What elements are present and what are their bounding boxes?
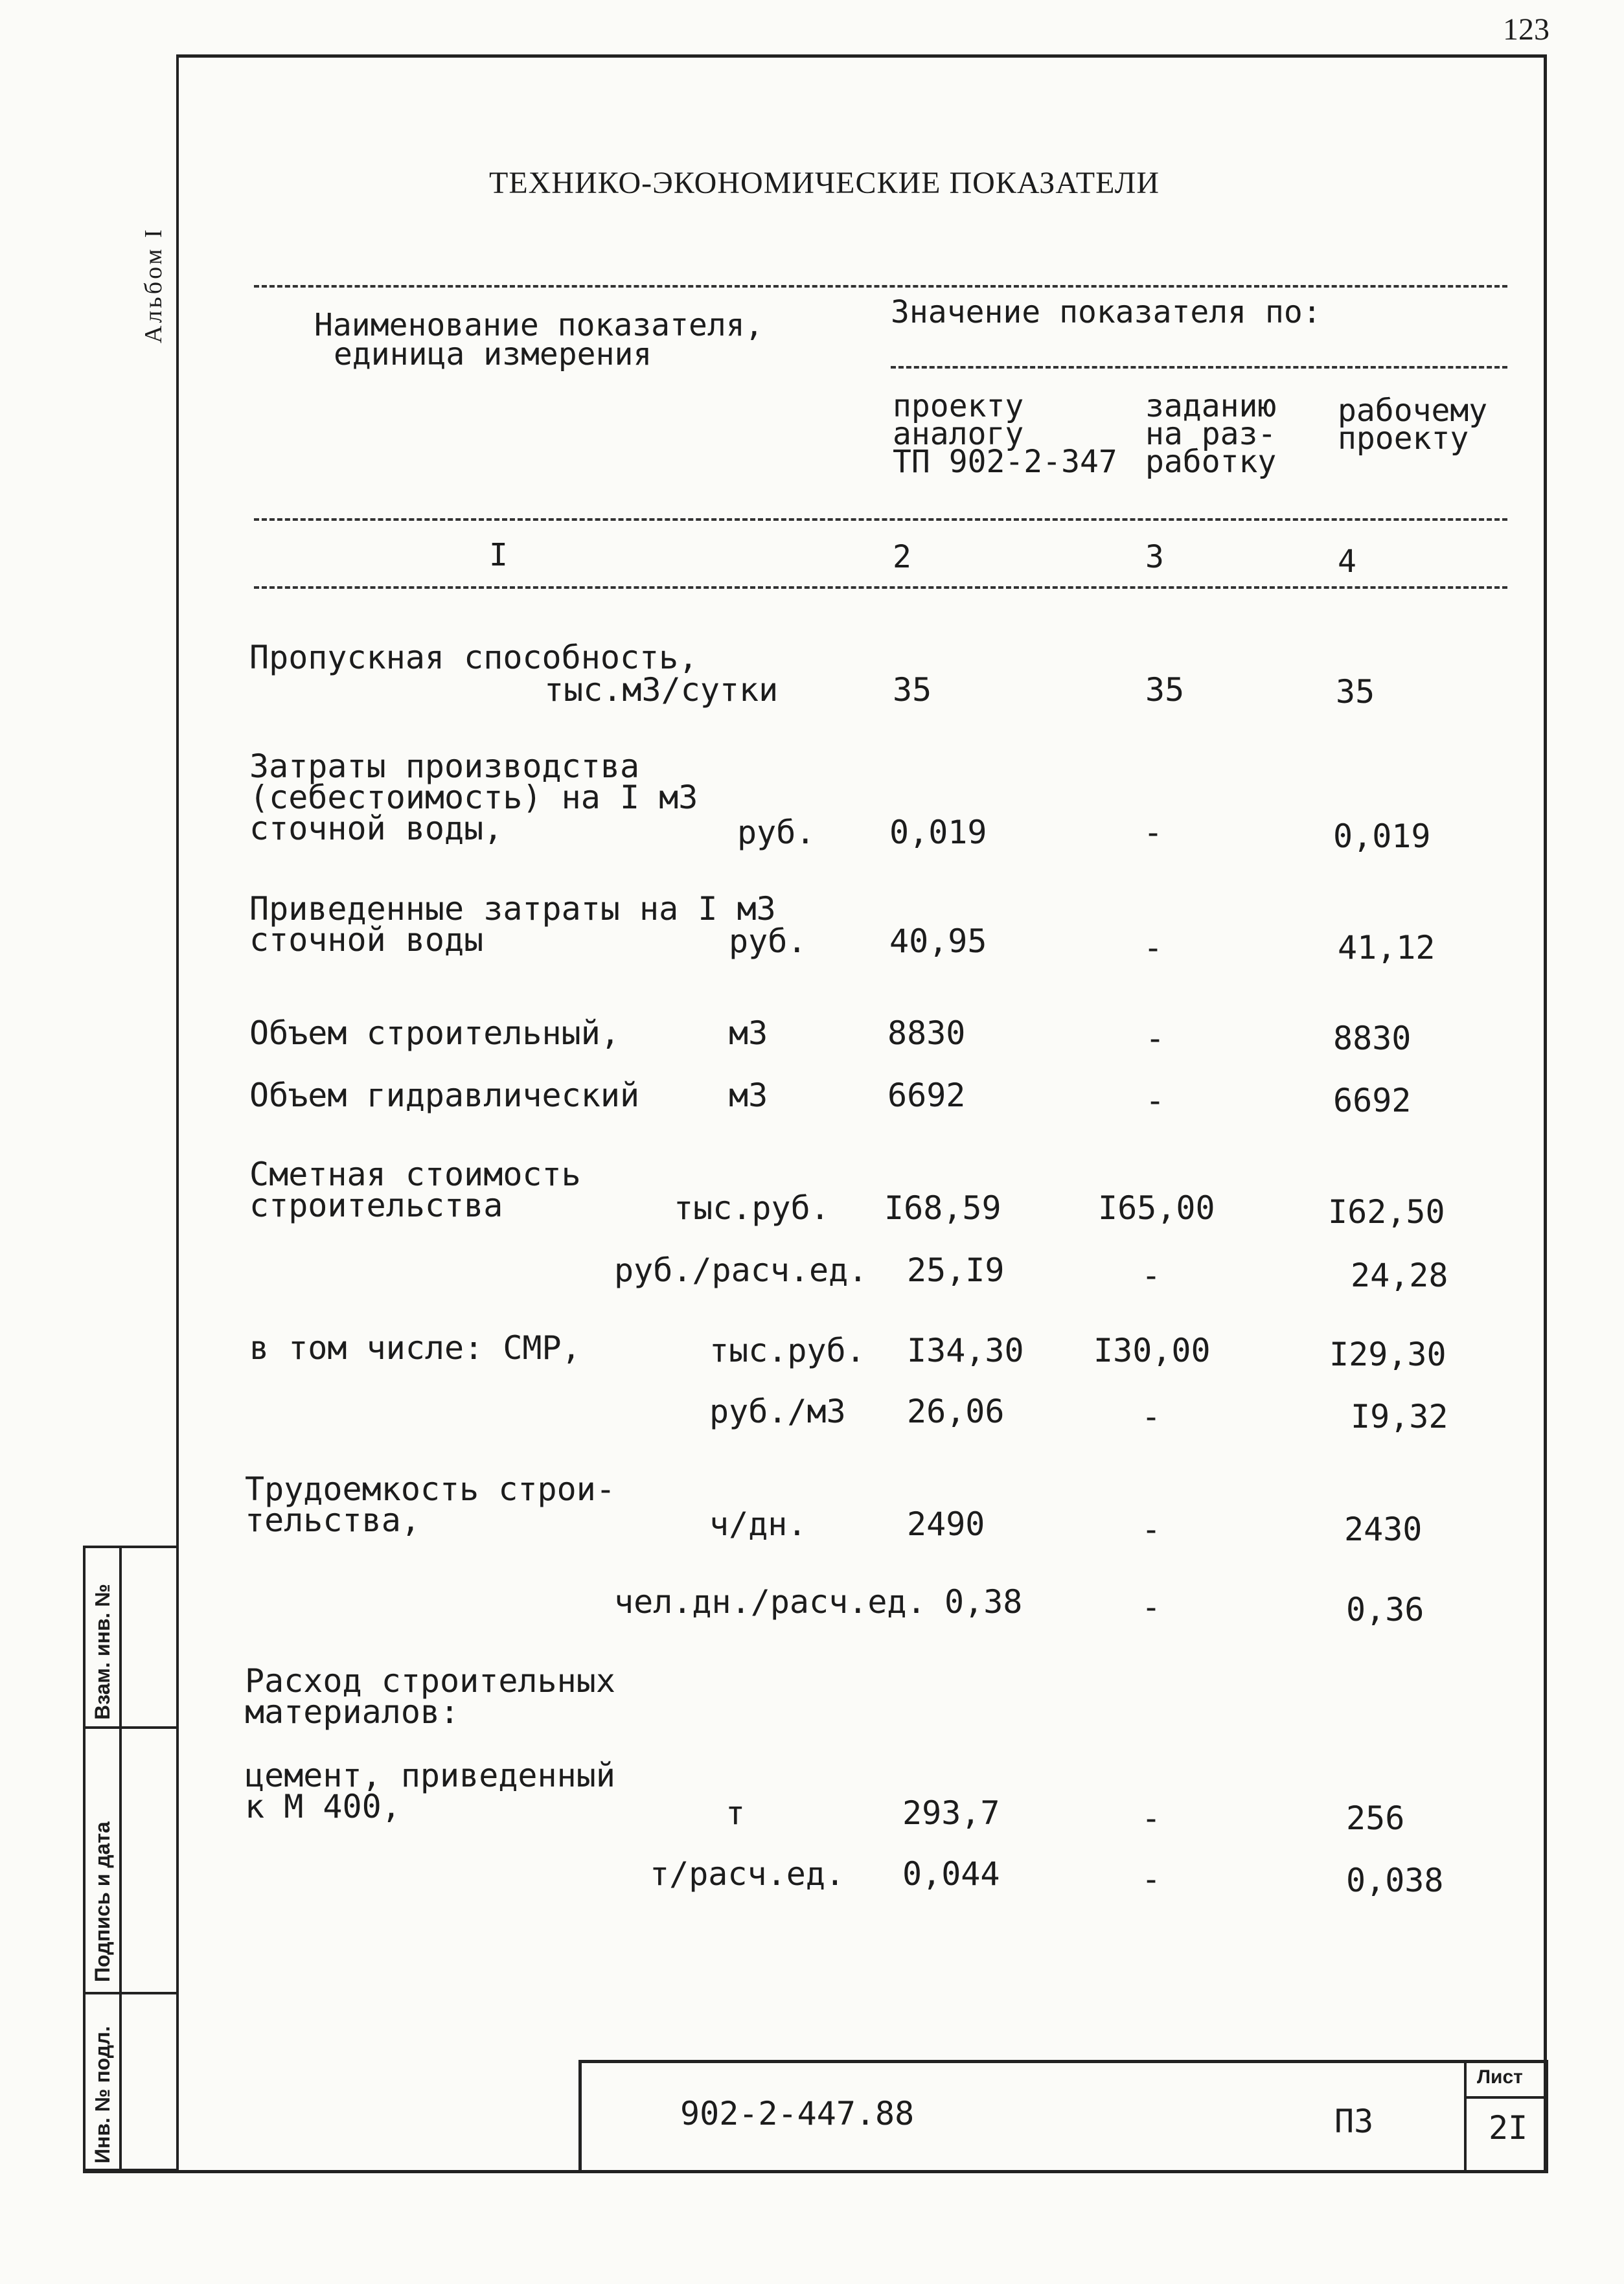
row-volume-hydraulic-v4: 6692: [1333, 1082, 1412, 1119]
row-reduced-costs-name-2: сточной воды: [249, 921, 484, 959]
header-value-group: Значение показателя по:: [891, 294, 1321, 330]
row-cement-per-unit-unit: т/расч.ед.: [650, 1855, 845, 1893]
row-estimate-v3: I65,00: [1098, 1189, 1215, 1227]
row-throughput-v4: 35: [1336, 673, 1375, 711]
row-cement-v2: 293,7: [902, 1794, 1000, 1832]
row-cost-v3: -: [1143, 814, 1163, 851]
header-col4-line-2: проекту: [1338, 420, 1469, 457]
header-top-rule: [254, 285, 1507, 288]
column-number-2: 2: [893, 539, 911, 575]
column-number-4: 4: [1338, 543, 1356, 580]
header-name-line-2: единица измерения: [334, 336, 652, 372]
row-cost-name-1: Затраты производства: [249, 748, 640, 785]
row-estimate-unit: тыс.руб.: [674, 1189, 830, 1227]
row-materials-name-2: материалов:: [245, 1693, 460, 1731]
sheet-number: 2I: [1489, 2109, 1528, 2147]
sheet-label: Лист: [1477, 2066, 1523, 2088]
row-labor-per-unit-v4: 0,36: [1346, 1591, 1424, 1628]
header-mid-rule: [254, 518, 1507, 521]
row-cement-v4: 256: [1346, 1799, 1405, 1837]
row-smr-v4: I29,30: [1329, 1336, 1447, 1373]
row-volume-hydraulic-v2: 6692: [887, 1077, 966, 1114]
row-materials-name-1: Расход строительных: [245, 1662, 615, 1700]
row-volume-building-unit: м3: [729, 1014, 768, 1052]
row-labor-per-unit-v3: -: [1141, 1588, 1161, 1626]
row-reduced-costs-v4: 41,12: [1338, 929, 1435, 966]
row-cement-per-unit-v4: 0,038: [1346, 1862, 1444, 1899]
row-throughput-v3: 35: [1145, 671, 1185, 709]
row-cost-v4: 0,019: [1333, 817, 1431, 855]
row-cost-name-3: сточной воды,: [249, 810, 503, 847]
row-estimate-v2: I68,59: [884, 1189, 1001, 1227]
row-reduced-costs-unit: руб.: [729, 922, 807, 960]
row-smr-per-m3-v3: -: [1141, 1398, 1161, 1435]
header-bottom-rule: [254, 586, 1507, 589]
row-labor-v4: 2430: [1344, 1511, 1423, 1548]
row-labor-v3: -: [1141, 1511, 1161, 1548]
row-smr-per-m3-v2: 26,06: [907, 1393, 1005, 1430]
row-cement-v3: -: [1141, 1799, 1161, 1837]
row-smr-per-m3-v4: I9,32: [1351, 1398, 1448, 1435]
row-estimate-name-2: строительства: [249, 1187, 503, 1224]
corner-page-number: 123: [1503, 12, 1550, 47]
side-label-inv-vzam: Взам. инв. №: [91, 1584, 114, 1720]
row-labor-v2: 2490: [907, 1505, 985, 1543]
row-cement-per-unit-v2: 0,044: [902, 1855, 1000, 1893]
row-estimate-per-unit-v3: -: [1141, 1257, 1161, 1294]
header-col3-line-3: работку: [1145, 444, 1277, 480]
sheet-box-divider: [1464, 2096, 1548, 2099]
row-volume-building-v4: 8830: [1333, 1020, 1412, 1057]
row-cost-unit: руб.: [737, 814, 816, 851]
document-section: ПЗ: [1334, 2103, 1374, 2140]
row-labor-unit: ч/дн.: [709, 1505, 807, 1543]
row-estimate-per-unit-v4: 24,28: [1351, 1257, 1448, 1294]
row-reduced-costs-name-1: Приведенные затраты на I м3: [249, 890, 776, 928]
header-col3-line-1: заданию: [1145, 388, 1277, 424]
header-col3-line-2: на раз-: [1145, 416, 1277, 452]
side-cell-divider: [83, 1726, 176, 1729]
row-labor-per-unit-v2: 0,38: [944, 1583, 1023, 1621]
row-cost-v2: 0,019: [889, 814, 987, 851]
row-throughput-name-1: Пропускная способность,: [249, 639, 698, 676]
row-estimate-per-unit-v2: 25,I9: [907, 1251, 1005, 1289]
row-cement-unit: т: [726, 1794, 746, 1832]
side-label-inv-podl: Инв. № подл.: [91, 2026, 114, 2164]
row-smr-per-m3-unit: руб./м3: [709, 1393, 846, 1430]
column-number-3: 3: [1145, 539, 1164, 575]
row-estimate-v4: I62,50: [1328, 1193, 1445, 1231]
header-col2-line-3: ТП 902-2-347: [893, 444, 1117, 480]
row-labor-name-1: Трудоемкость строи-: [245, 1470, 615, 1508]
row-estimate-name-1: Сметная стоимость: [249, 1156, 581, 1193]
row-reduced-costs-v3: -: [1143, 929, 1163, 966]
album-label: Альбом I: [140, 227, 167, 343]
page-title: ТЕХНИКО-ЭКОНОМИЧЕСКИЕ ПОКАЗАТЕЛИ: [489, 166, 1160, 200]
row-estimate-per-unit-unit: руб./расч.ед.: [614, 1251, 868, 1289]
row-volume-building-v3: -: [1145, 1020, 1165, 1057]
header-col4-line-1: рабочему: [1338, 393, 1488, 429]
header-col2-line-1: проекту: [893, 388, 1024, 424]
row-volume-hydraulic-v3: -: [1145, 1082, 1165, 1119]
side-cell-divider: [83, 1992, 176, 1994]
row-smr-v3: I30,00: [1093, 1332, 1211, 1369]
row-smr-name: в том числе: СМР,: [249, 1329, 581, 1367]
column-number-1: I: [489, 537, 508, 573]
row-reduced-costs-v2: 40,95: [889, 922, 987, 960]
header-col2-line-2: аналогу: [893, 416, 1024, 452]
row-cost-name-2: (себестоимость) на I м3: [249, 779, 698, 816]
row-cement-name-1: цемент, приведенный: [245, 1757, 615, 1794]
row-cement-per-unit-v3: -: [1141, 1860, 1161, 1898]
row-volume-hydraulic-name: Объем гидравлический: [249, 1077, 640, 1114]
document-code: 902-2-447.88: [680, 2095, 915, 2132]
side-label-podpis: Подпись и дата: [91, 1821, 114, 1982]
row-smr-unit: тыс.руб.: [709, 1332, 865, 1369]
header-name-line-1: Наименование показателя,: [314, 307, 764, 343]
row-cement-name-2: к М 400,: [245, 1788, 401, 1825]
row-throughput-name-2: тыс.м3/сутки: [544, 671, 779, 709]
row-smr-v2: I34,30: [907, 1332, 1024, 1369]
row-labor-name-2: тельства,: [245, 1502, 420, 1539]
row-volume-hydraulic-unit: м3: [729, 1077, 768, 1114]
row-throughput-v2: 35: [893, 671, 932, 709]
row-volume-building-v2: 8830: [887, 1014, 966, 1052]
row-volume-building-name: Объем строительный,: [249, 1014, 620, 1052]
header-group-rule: [891, 366, 1507, 369]
row-labor-per-unit-unit: чел.дн./расч.ед.: [614, 1583, 926, 1621]
